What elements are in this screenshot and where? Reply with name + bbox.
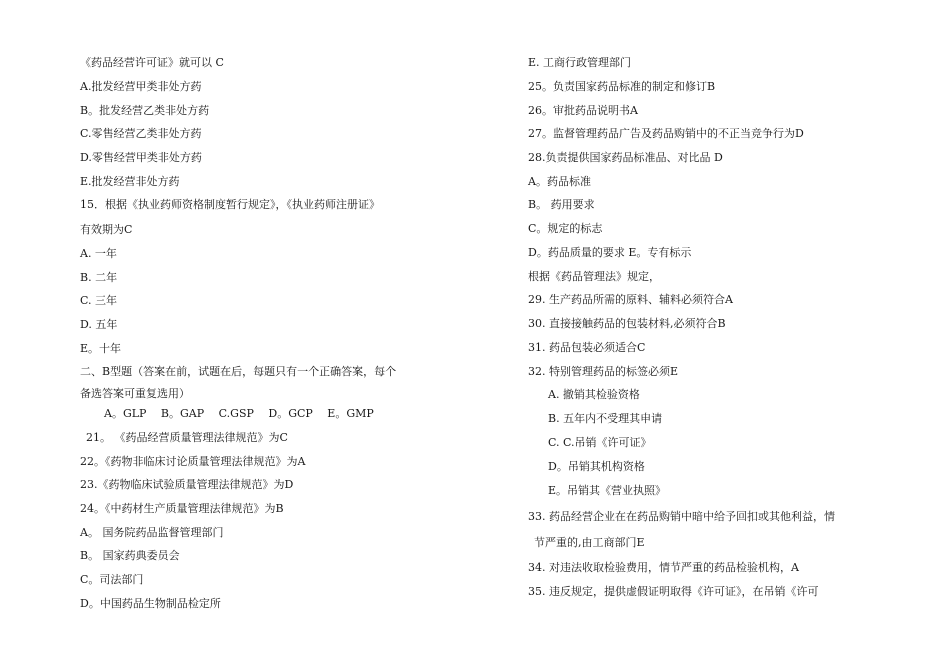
- text-line: A. 一年: [80, 247, 117, 260]
- text-line: D。药品质量的要求 E。专有标示: [528, 246, 692, 259]
- text-line: 26。审批药品说明书A: [528, 104, 638, 117]
- text-line: A.批发经营甲类非处方药: [80, 80, 202, 93]
- text-line: 根据《药品管理法》规定，: [528, 270, 660, 283]
- text-line: C。规定的标志: [528, 222, 603, 235]
- text-line: 29. 生产药品所需的原料、辅料必须符合A: [528, 293, 733, 306]
- text-line: 备选答案可重复选用）: [80, 387, 190, 400]
- text-line: 22。《药物非临床讨论质量管理法律规范》为A: [80, 455, 306, 468]
- text-line: B. 五年内不受理其申请: [548, 412, 663, 425]
- text-line: 有效期为C: [80, 223, 133, 236]
- text-line: 33. 药品经营企业在在药品购销中暗中给予回扣或其他利益，情: [528, 510, 835, 523]
- text-line: 二、B型题（答案在前，试题在后，每题只有一个正确答案，每个: [80, 365, 397, 378]
- text-line: 35. 违反规定，提供虚假证明取得《许可证》，在吊销《许可: [528, 585, 819, 598]
- text-line: 32. 特别管理药品的标签必须E: [528, 365, 679, 378]
- text-line: 15．根据《执业药师资格制度暂行规定》，《执业药师注册证》: [80, 198, 380, 211]
- text-line: C. C.吊销《许可证》: [548, 436, 652, 449]
- text-line: 28.负责提供国家药品标准品、对比品 D: [528, 151, 723, 164]
- text-line: 25。负责国家药品标准的制定和修订B: [528, 80, 716, 93]
- text-line: B。 国家药典委员会: [80, 549, 180, 562]
- text-line: B。 药用要求: [528, 198, 595, 211]
- text-line: D。中国药品生物制品检定所: [80, 597, 221, 610]
- text-line: E。吊销其《营业执照》: [548, 484, 667, 497]
- text-line: D. 五年: [80, 318, 118, 331]
- text-line: 27。监督管理药品广告及药品购销中的不正当竞争行为D: [528, 127, 804, 140]
- text-line: A。药品标准: [528, 175, 591, 188]
- text-line: 节严重的,由工商部门E: [534, 536, 645, 549]
- text-line: A。GLP B。GAP C.GSP D。GCP E。GMP: [104, 407, 374, 420]
- text-line: A。 国务院药品监督管理部门: [80, 526, 224, 539]
- text-line: E.批发经营非处方药: [80, 175, 180, 188]
- text-line: 21。 《药品经营质量管理法律规范》为C: [86, 431, 288, 444]
- text-line: 24。《中药材生产质量管理法律规范》为B: [80, 502, 284, 515]
- text-line: 《药品经营许可证》就可以 C: [80, 56, 224, 69]
- text-line: 23.《药物临床试验质量管理法律规范》为D: [80, 478, 294, 491]
- text-line: C.零售经营乙类非处方药: [80, 127, 202, 140]
- text-line: B。批发经营乙类非处方药: [80, 104, 210, 117]
- text-line: A. 撤销其检验资格: [548, 388, 640, 401]
- text-line: C. 三年: [80, 294, 118, 307]
- text-line: C。司法部门: [80, 573, 144, 586]
- text-line: D。吊销其机构资格: [548, 460, 645, 473]
- text-line: 31. 药品包装必须适合C: [528, 341, 646, 354]
- text-line: D.零售经营甲类非处方药: [80, 151, 202, 164]
- text-line: 34. 对违法收取检验费用，情节严重的药品检验机构，A: [528, 561, 799, 574]
- text-line: E。十年: [80, 342, 122, 355]
- text-line: 30. 直接接触药品的包装材料,必须符合B: [528, 317, 726, 330]
- text-line: B. 二年: [80, 271, 118, 284]
- text-line: E. 工商行政管理部门: [528, 56, 632, 69]
